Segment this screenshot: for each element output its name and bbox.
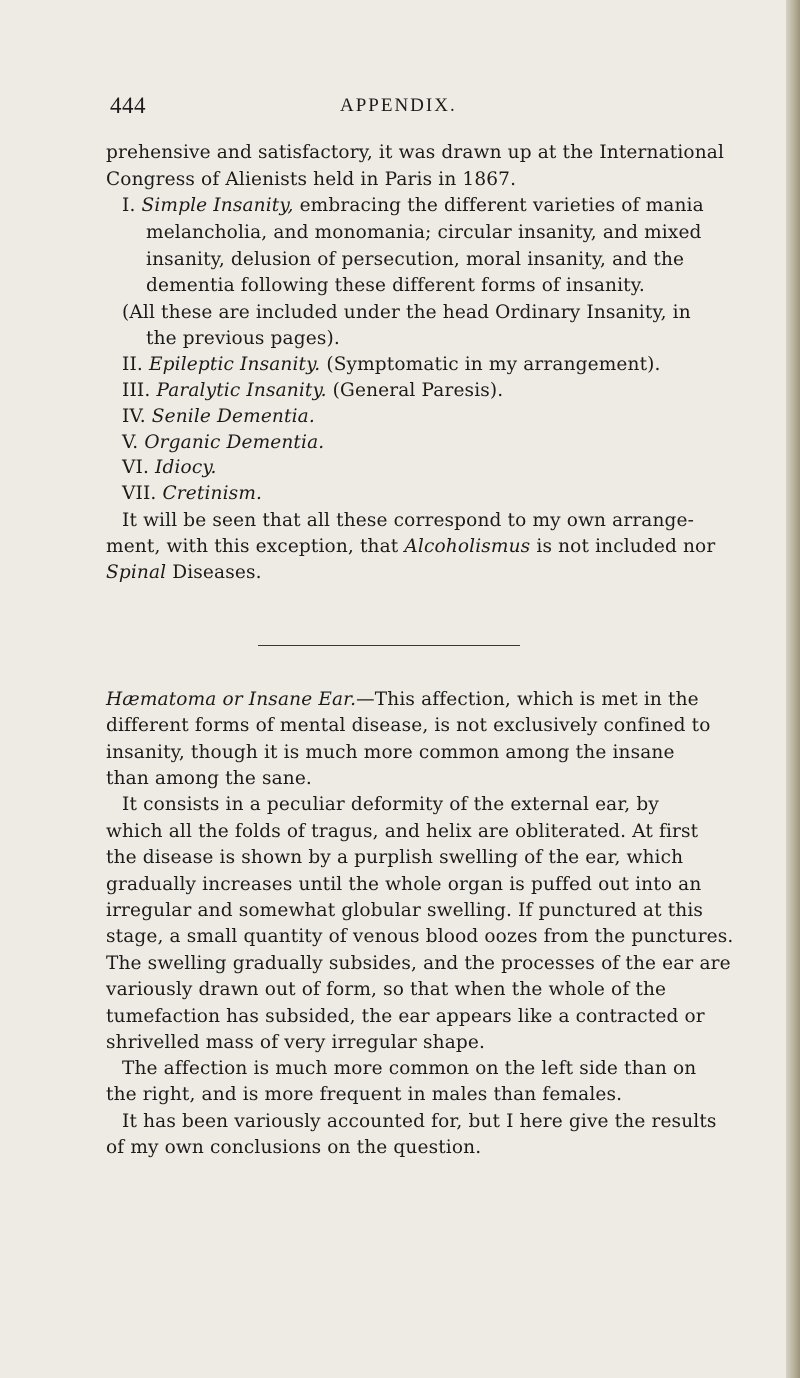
text-line: variously drawn out of form, so that when the whole of the: [106, 979, 667, 1000]
text-line: It has been variously accounted for, but I here give the results: [122, 1111, 717, 1132]
text-line: (All these are included under the head Ordinary Insanity, in: [122, 302, 691, 323]
text-line: irregular and somewhat globular swelling. If punctured at this: [106, 900, 704, 921]
page-header: [110, 93, 750, 123]
item-title: Simple Insanity,: [141, 195, 294, 216]
item-numeral: IV.: [122, 406, 146, 427]
text-line: tumefaction has subsided, the ear appears like a contracted or: [106, 1006, 705, 1027]
text-line: It consists in a peculiar deformity of the external ear, by: [122, 794, 659, 815]
item-numeral: VII.: [122, 483, 157, 504]
item-numeral: V.: [122, 432, 139, 453]
text-line: insanity, delusion of persecution, moral insanity, and the: [146, 249, 685, 270]
item-title: Cretinism.: [162, 483, 263, 504]
item-text: embracing the different varieties of mania: [293, 195, 704, 216]
text-line: than among the sane.: [106, 768, 312, 789]
list-item-2: [122, 353, 661, 377]
text-line: the previous pages).: [146, 328, 340, 349]
text-line: Congress of Alienists held in Paris in 1867.: [106, 169, 517, 190]
item-title: Organic Dementia.: [144, 432, 325, 453]
text-line: the right, and is more frequent in males than females.: [106, 1084, 623, 1105]
item-text: (General Paresis).: [326, 380, 504, 401]
text-line: dementia following these different forms of insanity.: [146, 275, 645, 296]
text-line: which all the folds of tragus, and helix are obliterated. At first: [106, 821, 699, 842]
text-line: melancholia, and monomania; circular insanity, and mixed: [146, 222, 702, 243]
text-line: It will be seen that all these correspond to my own arrange-: [122, 510, 695, 531]
list-item-7: [122, 482, 262, 506]
item-numeral: II.: [122, 354, 143, 375]
section-title: Hæmatoma or Insane Ear.: [106, 689, 357, 710]
section-divider: [258, 645, 520, 646]
list-item-3: [122, 379, 503, 403]
page-edge-shadow: [786, 0, 800, 1378]
text-line: the disease is shown by a purplish swelling of the ear, which: [106, 847, 684, 868]
list-item-5: [122, 431, 324, 455]
list-item-6: [122, 456, 217, 480]
item-numeral: I.: [122, 195, 136, 216]
list-item-4: [122, 405, 315, 429]
item-title: Senile Dementia.: [151, 406, 315, 427]
text-line: The swelling gradually subsides, and the processes of the ear are: [106, 953, 731, 974]
section-title-line: [106, 688, 699, 712]
running-head: APPENDIX.: [340, 95, 457, 116]
text-span: —This affection, which is met in the: [356, 689, 699, 710]
text-span: is not included nor: [530, 536, 716, 557]
text-span: Diseases.: [166, 562, 262, 583]
text-line: The affection is much more common on the left side than on: [122, 1058, 697, 1079]
item-title: Epileptic Insanity.: [148, 354, 321, 375]
text-line: [106, 561, 262, 585]
item-text: (Symptomatic in my arrangement).: [320, 354, 661, 375]
text-line: stage, a small quantity of venous blood oozes from the punctures.: [106, 926, 734, 947]
text-span: ment, with this exception, that: [106, 536, 405, 557]
text-line: of my own conclusions on the question.: [106, 1137, 482, 1158]
emphasis: Alcoholismus: [404, 536, 531, 557]
text-line: insanity, though it is much more common among the insane: [106, 742, 675, 763]
item-title: Idiocy.: [155, 457, 217, 478]
item-numeral: VI.: [122, 457, 149, 478]
page-number: 444: [110, 93, 146, 118]
emphasis: Spinal: [106, 562, 167, 583]
text-line: different forms of mental disease, is not exclusively confined to: [106, 715, 711, 736]
text-line: shrivelled mass of very irregular shape.: [106, 1032, 486, 1053]
item-numeral: III.: [122, 380, 151, 401]
text-line: gradually increases until the whole organ is puffed out into an: [106, 874, 702, 895]
text-line: [106, 535, 715, 559]
list-item-1: [122, 194, 704, 218]
item-title: Paralytic Insanity.: [156, 380, 327, 401]
text-line: prehensive and satisfactory, it was drawn up at the International: [106, 142, 725, 163]
